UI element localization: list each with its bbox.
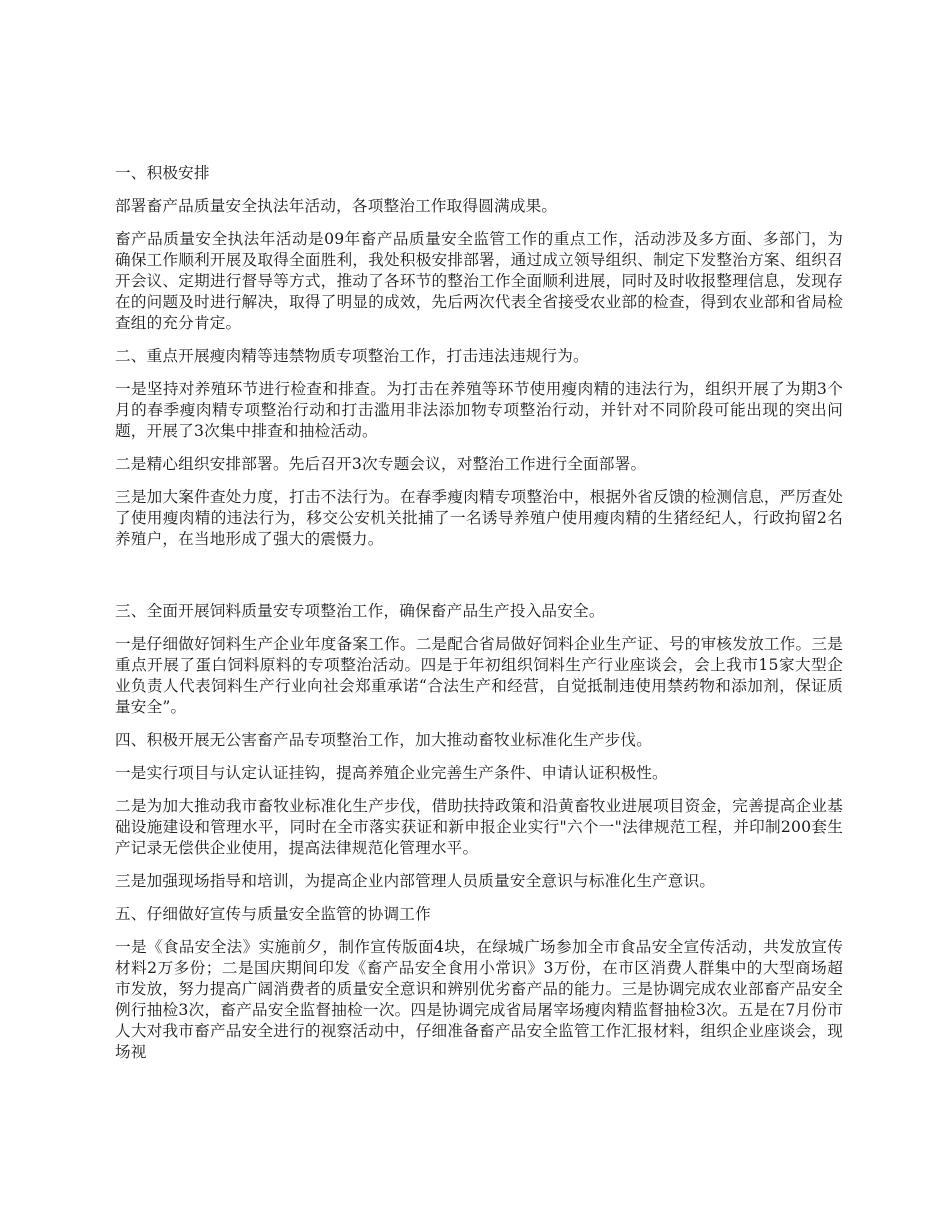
paragraph: 畜产品质量安全执法年活动是09年畜产品质量安全监管工作的重点工作，活动涉及多方面、多部门，为确保工作顺利开展及取得全面胜利，我处积极安排部署，通过成立领导组织、制定下发整治方案、组织召开会议、定期进行督导等方式，推动了各环节的整治工作全面顺利进展，同时及时收报整理信息，发现存在的问题及时进行解决，取得了明显的成效，先后两次代表全省接受农业部的检查，得到农业部和省局检查组的充分肯定。 — [115, 230, 843, 332]
section-spacer — [115, 562, 843, 601]
section-heading-4: 四、积极开展无公害畜产品专项整治工作，加大推动畜牧业标准化生产步伐。 — [115, 731, 652, 749]
section-heading-3: 三、全面开展饲料质量安专项整治工作，确保畜产品生产投入品安全。 — [115, 602, 605, 620]
paragraph: 三是加大案件查处力度，打击不法行为。在春季瘦肉精专项整治中，根据外省反馈的检测信息，严厉查处了使用瘦肉精的违法行为，移交公安机关批捕了一名诱导养殖户使用瘦肉精的生猪经纪人，行政拘留2名养殖户，在当地形成了强大的震慑力。 — [115, 488, 843, 548]
section-heading-1: 一、积极安排 — [115, 164, 210, 182]
paragraph: 一是坚持对养殖环节进行检查和排查。为打击在养殖等环节使用瘦肉精的违法行为，组织开展了为期3个月的春季瘦肉精专项整治行动和打击滥用非法添加物专项整治行动，并针对不同阶段可能出现的突出问题，开展了3次集中排查和抽检活动。 — [115, 380, 843, 440]
paragraph: 一是《食品安全法》实施前夕，制作宣传版面4块，在绿城广场参加全市食品安全宣传活动，共发放宣传材料2万多份；二是国庆期间印发《畜产品安全食用小常识》3万份，在市区消费人群集中的大型商场超市发放，努力提高广阔消费者的质量安全意识和辨别优劣畜产品的能力。三是协调完成农业部畜产品安全例行抽检3次，畜产品安全监督抽检一次。四是协调完成省局屠宰场瘦肉精监督抽检3次。五是在7月份市人大对我市畜产品安全进行的视察活动中，仔细准备畜产品安全监管工作汇报材料，组织企业座谈会，现场视 — [115, 938, 843, 1061]
document-body — [115, 163, 843, 1075]
paragraph: 一是仔细做好饲料生产企业年度备案工作。二是配合省局做好饲料企业生产证、号的审核发放工作。三是重点开展了蛋白饲料原料的专项整治活动。四是于年初组织饲料生产行业座谈会，会上我市15家大型企业负责人代表饲料生产行业向社会郑重承诺“合法生产和经营，自觉抵制违使用禁药物和添加剂，保证质量安全”。 — [115, 635, 843, 716]
paragraph: 一是实行项目与认定认证挂钩，提高养殖企业完善生产条件、申请认证积极性。 — [115, 764, 668, 782]
paragraph: 三是加强现场指导和培训，为提高企业内部管理人员质量安全意识与标准化生产意识。 — [115, 872, 716, 890]
paragraph: 部署畜产品质量安全执法年活动，各项整治工作取得圆满成果。 — [115, 197, 558, 215]
section-heading-2: 二、重点开展瘦肉精等违禁物质专项整治工作，打击违法违规行为。 — [115, 347, 589, 365]
paragraph: 二是精心组织安排部署。先后召开3次专题会议，对整治工作进行全面部署。 — [115, 455, 647, 473]
section-heading-5: 五、仔细做好宣传与质量安全监管的协调工作 — [115, 905, 431, 923]
paragraph: 二是为加大推动我市畜牧业标准化生产步伐，借助扶持政策和沿黄畜牧业进展项目资金，完善提高企业基础设施建设和管理水平，同时在全市落实获证和新申报企业实行"六个一"法律规范工程，并印制200套生产记录无偿供企业使用，提高法律规范化管理水平。 — [115, 797, 843, 857]
